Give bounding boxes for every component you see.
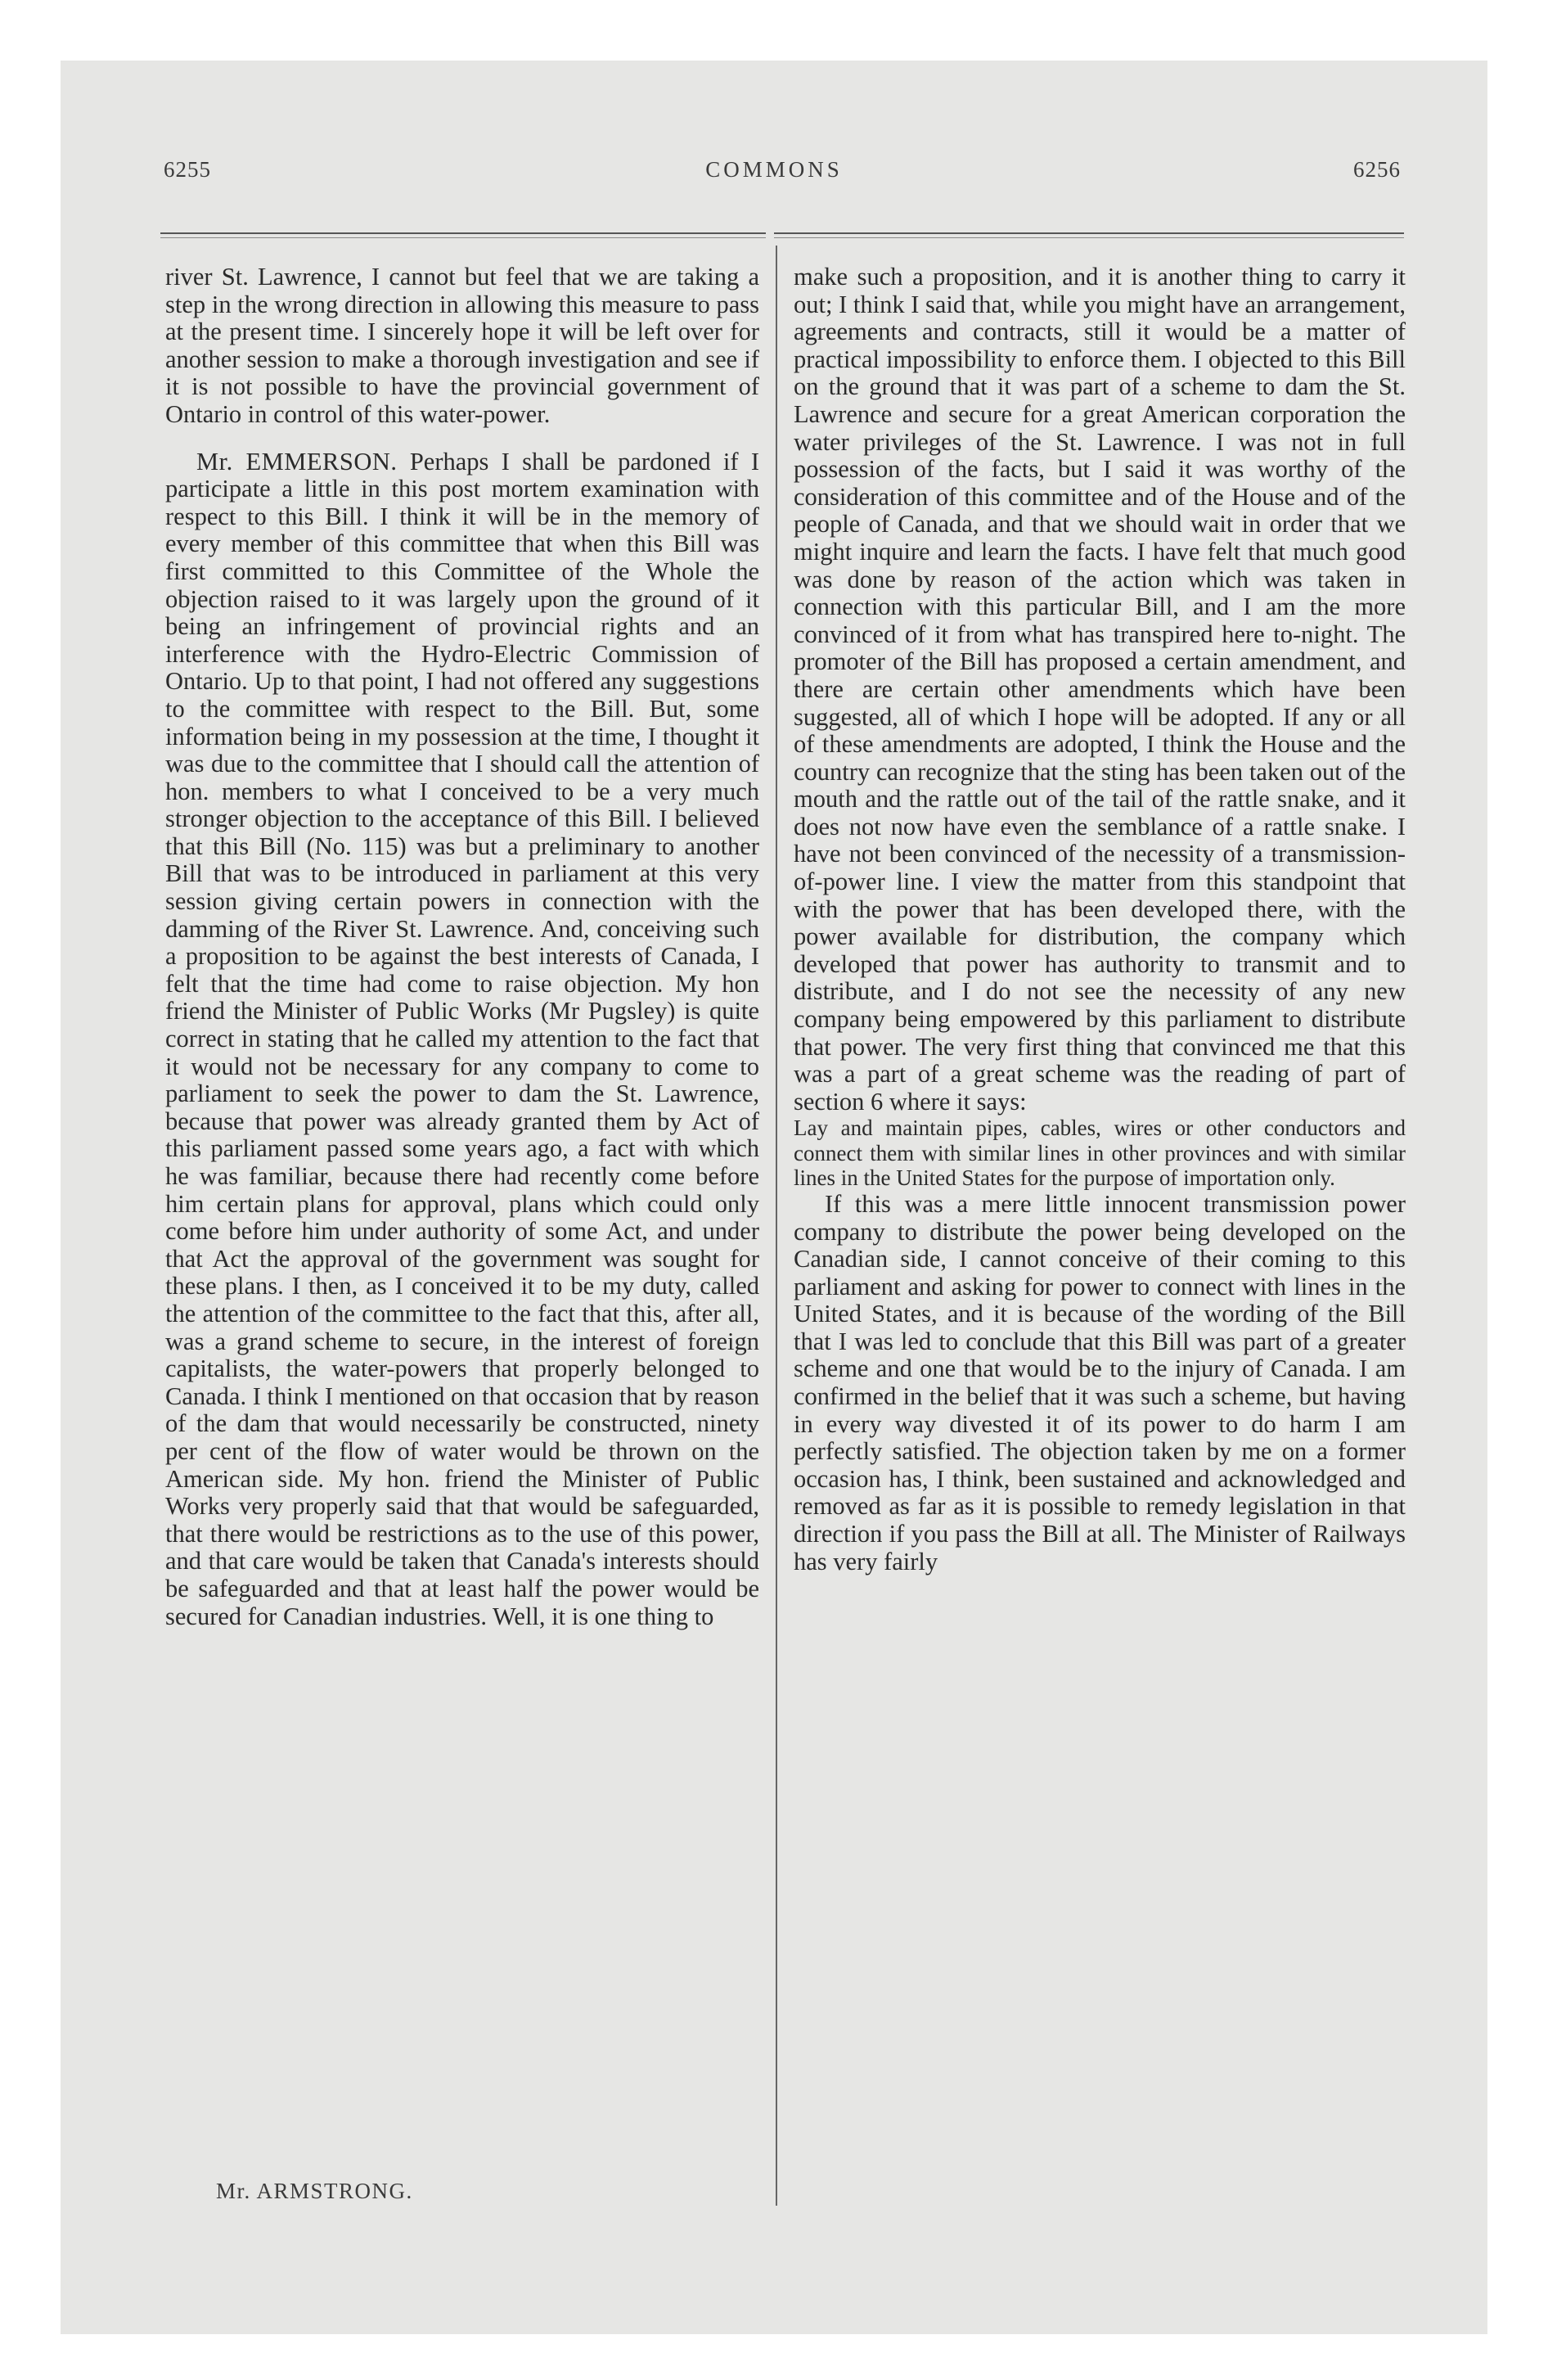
right-page-number: 6256 bbox=[1353, 157, 1401, 182]
left-column bbox=[165, 264, 759, 1630]
speaker-name: Mr. EMMERSON. bbox=[196, 447, 398, 476]
header-rule-right-thin bbox=[774, 237, 1404, 238]
left-paragraph-2 bbox=[165, 449, 759, 1631]
page-title: COMMONS bbox=[705, 157, 843, 182]
quoted-section: Lay and maintain pipes, cables, wires or other conductors and connect them with similar lines in other provinces and with similar lines in the United States for the purpose of importation only. bbox=[794, 1116, 1406, 1191]
speech-text: Perhaps I shall be pardoned if I participate a little in this post mortem examination with respect to this Bill. I think it will be in the memory of every member of this committee that when this Bill was first committed to this Committee of the Whole the objection raised to it was largely upon the ground of it being an infringement of provincial rights and an interference with the Hydro-Electric Commission of Ontario. Up to that point, I had not offered any suggestions to the committee with respect to the Bill. But, some information being in my possession at the time, I thought it was due to the committee that I should call the attention of hon. members to what I conceived to be a very much stronger objection to the acceptance of this Bill. I believed that this Bill (No. 115) was but a preliminary to another Bill that was to be introduced in parliament at this very session giving certain powers in connection with the damming of the River St. Lawrence. And, conceiving such a proposition to be against the best interests of Canada, I felt that the time had come to raise objection. My hon friend the Minister of Public Works (Mr Pugsley) is quite correct in stating that he called my attention to the fact that it would not be necessary for any company to come to parliament to seek the power to dam the St. Lawrence, because that power was already granted them by Act of this parliament passed some years ago, a fact with which he was familiar, because there had recently come before him certain plans for approval, plans which could only come before him under authority of some Act, and under that Act the approval of the government was sought for these plans. I then, as I conceived it to be my duty, called the attention of the committee to the fact that this, after all, was a grand scheme to secure, in the interest of foreign capitalists, the water-powers that properly belonged to Canada. I think I mentioned on that occasion that by reason of the dam that would necessarily be constructed, ninety per cent of the flow of water would be thrown on the American side. My hon. friend the Minister of Public Works very properly said that that would be safeguarded, that there would be restrictions as to the use of this power, and that care would be taken that Canada's interests should be safeguarded and that at least half the power would be secured for Canadian industries. Well, it is one thing to bbox=[165, 447, 760, 1630]
left-page-number: 6255 bbox=[164, 157, 211, 182]
header-rule-left bbox=[160, 232, 766, 234]
footer-running-name: Mr. ARMSTRONG. bbox=[216, 2179, 413, 2203]
header-rule-right bbox=[774, 232, 1404, 234]
right-paragraph-1: make such a proposition, and it is another thing to carry it out; I think I said that, while you might have an arrangement, agreements and contracts, still it would be a matter of practical impossibility to enforce them. I objected to this Bill on the ground that it was part of a scheme to dam the St. Lawrence and secure for a great American corporation the water privileges of the St. Lawrence. I was not in full possession of the facts, but I said it was worthy of the consideration of this committee and of the House and of the people of Canada, and that we should wait in order that we might inquire and learn the facts. I have felt that much good was done by reason of the action which was taken in connection with this particular Bill, and I am the more convinced of it from what has transpired here to-night. The promoter of the Bill has proposed a certain amendment, and there are certain other amendments which have been suggested, all of which I hope will be adopted. If any or all of these amendments are adopted, I think the House and the country can recognize that the sting has been taken out of the mouth and the rattle out of the tail of the rattle snake, and it does not now have even the semblance of a rattle snake. I have not been convinced of the necessity of a transmission-of-power line. I view the matter from this standpoint that with the power that has been developed there, with the power available for distribution, the company which developed that power has authority to transmit and to distribute, and I do not see the necessity of any new company being empowered by this parliament to distribute that power. The very first thing that convinced me that this was a part of a great scheme was the reading of part of section 6 where it says: bbox=[794, 263, 1406, 1116]
column-divider bbox=[776, 246, 777, 2206]
header-rule-left-thin bbox=[160, 237, 766, 238]
left-paragraph-1: river St. Lawrence, I cannot but feel that we are taking a step in the wrong direction in allowing this measure to pass at the present time. I sincerely hope it will be left over for another session to make a thorough investigation and see if it is not possible to have the provincial government of Ontario in control of this water-power. bbox=[165, 263, 759, 428]
right-column bbox=[794, 264, 1406, 1575]
right-paragraph-2: If this was a mere little innocent transmission power company to distribute the power being developed on the Canadian side, I cannot conceive of their coming to this parliament and asking for power to connect with lines in the United States, and it is because of the wording of the Bill that I was led to conclude that this Bill was part of a greater scheme and one that would be to the injury of Canada. I am confirmed in the belief that it was such a scheme, but having in every way divested it of its power to do harm I am perfectly satisfied. The objection taken by me on a former occasion has, I think, been sustained and acknowledged and removed as far as it is possible to remedy legislation in that direction if you pass the Bill at all. The Minister of Railways has very fairly bbox=[794, 1189, 1406, 1575]
